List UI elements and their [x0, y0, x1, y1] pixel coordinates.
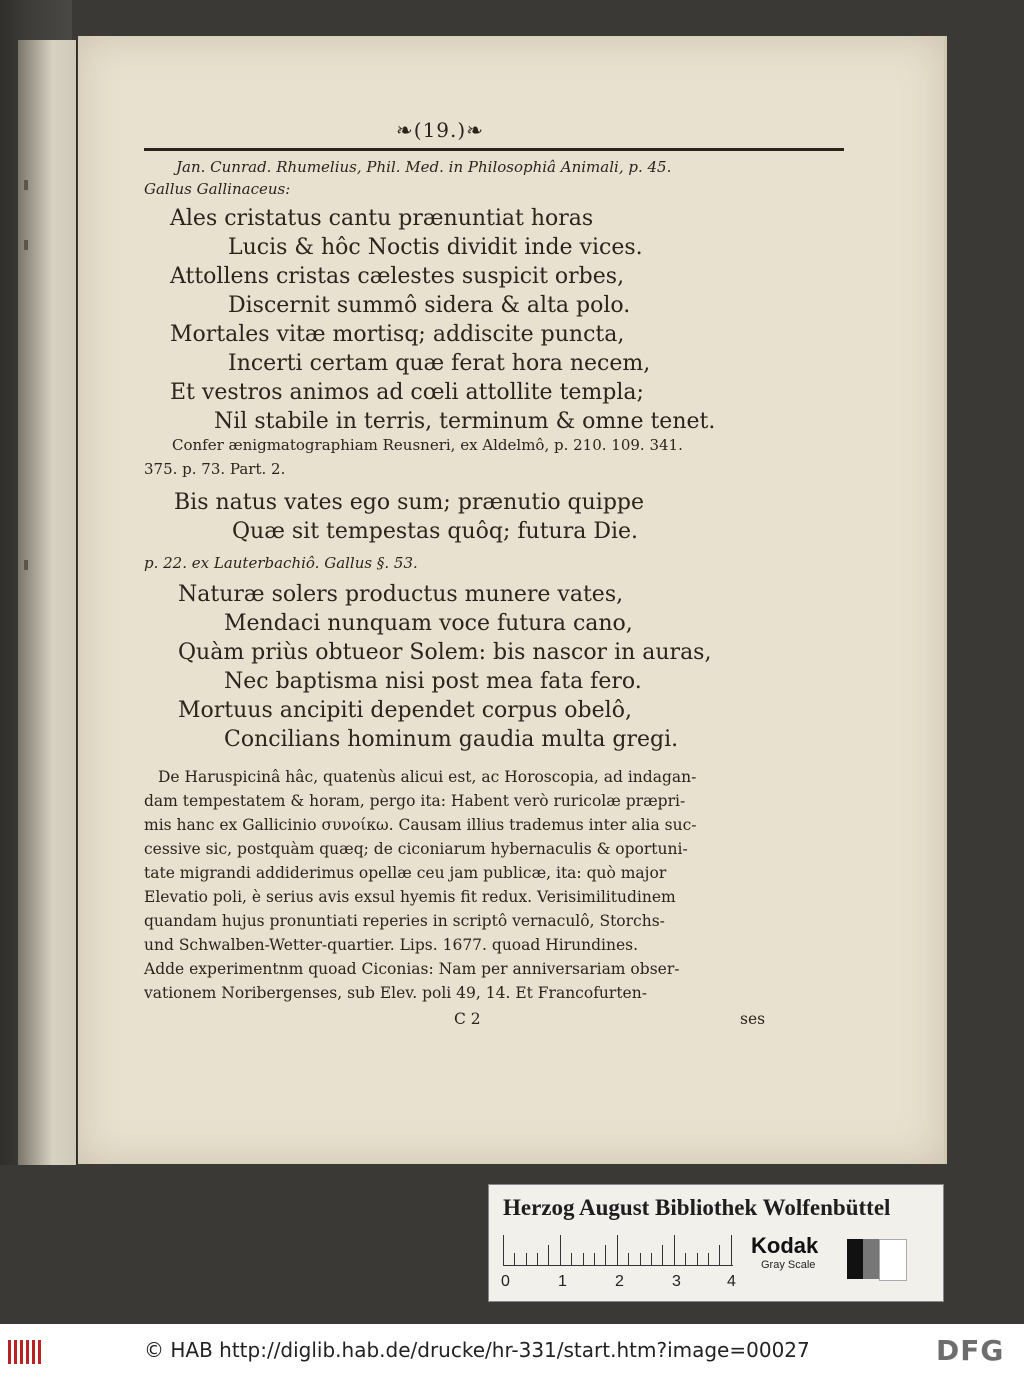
prose-line: vationem Noribergenses, sub Elev. poli 49, 14. Et Francofurten-	[144, 984, 647, 1002]
verse-line: Attollens cristas cælestes suspicit orbes,	[170, 264, 625, 289]
verse-line: Quæ sit tempestas quôq; futura Die.	[232, 519, 639, 544]
verse-line: Discernit summô sidera & alta polo.	[228, 293, 631, 318]
prose-line: und Schwalben-Wetter-quartier. Lips. 1677. quoad Hirundines.	[144, 936, 638, 954]
prose-line: mis hanc ex Gallicinio συνοίκω. Causam illius trademus inter alia suc-	[144, 816, 697, 834]
text-line: Jan. Cunrad. Rhumelius, Phil. Med. in Philosophiâ Animali, p. 45.	[176, 158, 672, 176]
scale-label: 1	[558, 1273, 567, 1290]
prose-line: cessive sic, postquàm quæq; de ciconiarum hybernaculis & oportuni-	[144, 840, 688, 858]
library-color-scale-card	[488, 1184, 944, 1302]
copyright-link[interactable]: © HAB http://diglib.hab.de/drucke/hr-331/start.htm?image=00027	[144, 1338, 810, 1362]
header-ornament-right: ❧	[466, 118, 484, 142]
prose-line: quandam hujus pronuntiati reperies in scriptô vernaculô, Storchs-	[144, 912, 665, 930]
scale-label: 4	[727, 1273, 736, 1290]
verse-line: Concilians hominum gaudia multa gregi.	[224, 727, 679, 752]
verse-line: Nil stabile in terris, terminum & omne tenet.	[214, 409, 716, 434]
kodak-brand: Kodak	[751, 1233, 819, 1258]
gray-swatch-mid	[863, 1239, 879, 1279]
signature-mark: C 2	[454, 1010, 481, 1028]
footer-bar	[0, 1324, 1024, 1381]
page-number: (19.)	[413, 118, 467, 142]
prose-line: tate migrandi addiderimus opellæ ceu jam publicæ, ita: quò major	[144, 864, 667, 882]
verse-line: Quàm priùs obtueor Solem: bis nascor in auras,	[178, 640, 712, 665]
scale-label: 3	[672, 1273, 681, 1290]
verse-line: Mortales vitæ mortisq; addiscite puncta,	[170, 322, 625, 347]
prose-line: De Haruspicinâ hâc, quatenùs alicui est, ac Horoscopia, ad indagan-	[158, 768, 697, 786]
verse-line: Naturæ solers productus munere vates,	[178, 582, 624, 607]
page-header	[396, 118, 484, 142]
verse-line: Mortuus ancipiti dependet corpus obelô,	[178, 698, 632, 723]
header-ornament-left: ❧	[396, 118, 414, 142]
page-text	[78, 36, 944, 1164]
measurement-scale	[503, 1235, 733, 1266]
scale-label: 0	[501, 1273, 510, 1290]
verse-line: Incerti certam quæ ferat hora necem,	[228, 351, 651, 376]
text-line: 375. p. 73. Part. 2.	[144, 460, 286, 478]
text-line: Confer ænigmatographiam Reusneri, ex Aldelmô, p. 210. 109. 341.	[172, 436, 683, 454]
text-line: p. 22. ex Lauterbachiô. Gallus §. 53.	[144, 554, 418, 572]
prose-line: Adde experimentnm quoad Ciconias: Nam per anniversariam obser-	[144, 960, 680, 978]
adjacent-page-edge	[18, 40, 77, 1165]
gray-swatch-black	[847, 1239, 863, 1279]
gray-scale-label: Gray Scale	[761, 1259, 816, 1271]
verse-line: Et vestros animos ad cœli attollite templa;	[170, 380, 644, 405]
catchword: ses	[740, 1010, 766, 1028]
verse-line: Bis natus vates ego sum; prænutio quippe	[174, 490, 645, 515]
book-page	[78, 36, 947, 1164]
text-line: Gallus Gallinaceus:	[144, 180, 291, 198]
header-rule	[144, 148, 844, 151]
library-name: Herzog August Bibliothek Wolfenbüttel	[503, 1195, 891, 1220]
verse-line: Mendaci nunquam voce futura cano,	[224, 611, 633, 636]
scale-label: 2	[615, 1273, 624, 1290]
verse-line: Ales cristatus cantu prænuntiat horas	[170, 206, 594, 231]
prose-line: Elevatio poli, è serius avis exsul hyemis fit redux. Verisimilitudinem	[144, 888, 676, 906]
verse-line: Lucis & hôc Noctis dividit inde vices.	[228, 235, 643, 260]
dfg-logo: DFG	[936, 1334, 1005, 1367]
verse-line: Nec baptisma nisi post mea fata fero.	[224, 669, 642, 694]
prose-line: dam tempestatem & horam, pergo ita: Habent verò ruricolæ præpri-	[144, 792, 686, 810]
gray-swatch-white	[879, 1239, 907, 1281]
hab-logo-icon	[6, 1334, 42, 1370]
